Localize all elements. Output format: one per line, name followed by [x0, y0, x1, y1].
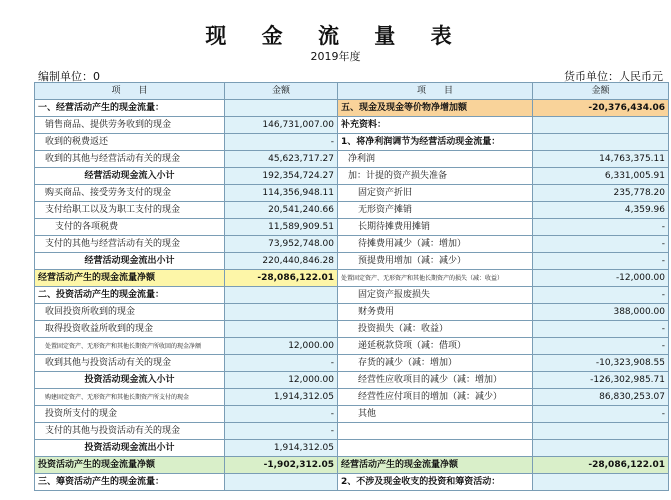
table-row [35, 151, 669, 168]
table-row [35, 321, 669, 338]
row-item-right: 长期待摊费用摊销 [338, 219, 533, 236]
row-item-left: 投资活动现金流出小计 [35, 440, 225, 457]
row-amount-left: -1,902,312.05 [225, 457, 338, 474]
row-amount-right: 86,830,253.07 [533, 389, 669, 406]
table-row [35, 134, 669, 151]
row-amount-right: -10,323,908.55 [533, 355, 669, 372]
table-row [35, 338, 669, 355]
row-item-left: 经营活动现金流出小计 [35, 253, 225, 270]
row-amount-right: 6,331,005.91 [533, 168, 669, 185]
table-row [35, 474, 669, 491]
row-amount-right: 388,000.00 [533, 304, 669, 321]
row-amount-left: - [225, 423, 338, 440]
row-item-left: 收回投资所收到的现金 [35, 304, 225, 321]
row-item-left: 支付的其他与投资活动有关的现金 [35, 423, 225, 440]
row-item-right: 净利润 [338, 151, 533, 168]
row-item-left: 收到其他与投资活动有关的现金 [35, 355, 225, 372]
row-amount-left: 220,440,846.28 [225, 253, 338, 270]
row-item-left: 销售商品、提供劳务收到的现金 [35, 117, 225, 134]
row-amount-left: 73,952,748.00 [225, 236, 338, 253]
row-amount-right [533, 117, 669, 134]
currency-unit: 货币单位：人民币元 [564, 70, 663, 83]
row-amount-right: - [533, 338, 669, 355]
row-item-left: 经营活动现金流入小计 [35, 168, 225, 185]
table-header-row [35, 83, 669, 100]
row-amount-left: 20,541,240.66 [225, 202, 338, 219]
row-item-right [338, 440, 533, 457]
row-item-right [338, 423, 533, 440]
row-item-left: 取得投资收益所收到的现金 [35, 321, 225, 338]
row-amount-left: 114,356,948.11 [225, 185, 338, 202]
row-item-right: 其他 [338, 406, 533, 423]
header-item-left: 项 目 [35, 83, 225, 100]
row-amount-right: - [533, 406, 669, 423]
row-item-right: 五、现金及现金等价物净增加额 [338, 100, 533, 117]
row-amount-left: - [225, 406, 338, 423]
row-item-right: 补充资料： [338, 117, 533, 134]
row-amount-left: 1,914,312.05 [225, 389, 338, 406]
row-item-right: 递延税款贷项（减：借项） [338, 338, 533, 355]
row-item-left: 支付的各项税费 [35, 219, 225, 236]
row-amount-right: -20,376,434.06 [533, 100, 669, 117]
row-amount-left: 45,623,717.27 [225, 151, 338, 168]
table-row [35, 219, 669, 236]
row-amount-right: - [533, 253, 669, 270]
cash-flow-table [34, 82, 669, 491]
table-row [35, 372, 669, 389]
row-amount-left [225, 474, 338, 491]
row-amount-left: -28,086,122.01 [225, 270, 338, 287]
row-item-left: 处置固定资产、无形资产和其他长期资产所收回的现金净额 [35, 338, 225, 355]
row-item-right: 处置固定资产、无形资产和其他长期资产的损失（减：收益） [338, 270, 533, 287]
table-row [35, 168, 669, 185]
row-item-right: 待摊费用减少（减：增加） [338, 236, 533, 253]
row-item-left: 经营活动产生的现金流量净额 [35, 270, 225, 287]
row-item-right: 存货的减少（减：增加） [338, 355, 533, 372]
table-row [35, 457, 669, 474]
row-amount-right: - [533, 287, 669, 304]
row-item-left: 购买商品、接受劳务支付的现金 [35, 185, 225, 202]
row-item-right: 无形资产摊销 [338, 202, 533, 219]
row-amount-right: -126,302,985.71 [533, 372, 669, 389]
row-item-left: 三、筹资活动产生的现金流量： [35, 474, 225, 491]
row-item-right: 1、将净利润调节为经营活动现金流量： [338, 134, 533, 151]
reporting-entity: 编制单位：0 [38, 70, 100, 83]
row-item-left: 投资所支付的现金 [35, 406, 225, 423]
row-item-left: 一、经营活动产生的现金流量： [35, 100, 225, 117]
row-amount-left: 12,000.00 [225, 338, 338, 355]
row-item-right: 财务费用 [338, 304, 533, 321]
row-item-right: 经营性应付项目的增加（减：减少） [338, 389, 533, 406]
header-amount-left: 金额 [225, 83, 338, 100]
row-amount-right: - [533, 321, 669, 338]
row-item-right: 固定资产折旧 [338, 185, 533, 202]
row-amount-right: 4,359.96 [533, 202, 669, 219]
row-item-right: 经营性应收项目的减少（减：增加） [338, 372, 533, 389]
table-row [35, 287, 669, 304]
table-row [35, 253, 669, 270]
row-amount-left: 192,354,724.27 [225, 168, 338, 185]
table-row [35, 355, 669, 372]
table-row [35, 270, 669, 287]
row-amount-left: 11,589,909.51 [225, 219, 338, 236]
report-title: 现 金 流 量 表 [205, 23, 466, 48]
table-row [35, 236, 669, 253]
table-row [35, 389, 669, 406]
table-row [35, 100, 669, 117]
row-item-left: 收到的税费返还 [35, 134, 225, 151]
row-amount-right [533, 134, 669, 151]
table-row [35, 304, 669, 321]
row-amount-right: 235,778.20 [533, 185, 669, 202]
row-amount-right [533, 440, 669, 457]
report-year: 2019年度 [310, 50, 361, 63]
header-amount-right: 金额 [533, 83, 669, 100]
row-amount-left [225, 100, 338, 117]
row-item-left: 投资活动产生的现金流量净额 [35, 457, 225, 474]
row-amount-right [533, 423, 669, 440]
row-amount-left: - [225, 355, 338, 372]
table-row [35, 202, 669, 219]
row-amount-left: 1,914,312.05 [225, 440, 338, 457]
row-amount-right: - [533, 219, 669, 236]
header-item-right: 项 目 [338, 83, 533, 100]
table-row [35, 423, 669, 440]
table-row [35, 185, 669, 202]
row-item-left: 收到的其他与经营活动有关的现金 [35, 151, 225, 168]
row-amount-right: -12,000.00 [533, 270, 669, 287]
row-item-right: 固定资产报废损失 [338, 287, 533, 304]
row-item-right: 经营活动产生的现金流量净额 [338, 457, 533, 474]
row-amount-left [225, 287, 338, 304]
row-amount-right: - [533, 236, 669, 253]
row-amount-right: 14,763,375.11 [533, 151, 669, 168]
row-amount-right [533, 474, 669, 491]
row-amount-left: 146,731,007.00 [225, 117, 338, 134]
row-item-right: 预提费用增加（减：减少） [338, 253, 533, 270]
row-item-left: 二、投资活动产生的现金流量： [35, 287, 225, 304]
row-item-left: 支付的其他与经营活动有关的现金 [35, 236, 225, 253]
row-amount-left: 12,000.00 [225, 372, 338, 389]
table-row [35, 406, 669, 423]
row-item-left: 投资活动现金流入小计 [35, 372, 225, 389]
table-row [35, 440, 669, 457]
row-item-left: 购建固定资产、无形资产和其他长期资产所支付的现金 [35, 389, 225, 406]
row-item-right: 投资损失（减：收益） [338, 321, 533, 338]
row-amount-right: -28,086,122.01 [533, 457, 669, 474]
table-row [35, 117, 669, 134]
row-amount-left: - [225, 134, 338, 151]
row-item-right: 2、不涉及现金收支的投资和筹资活动： [338, 474, 533, 491]
row-item-left: 支付给职工以及为职工支付的现金 [35, 202, 225, 219]
row-item-right: 加：计提的资产损失准备 [338, 168, 533, 185]
row-amount-left [225, 304, 338, 321]
row-amount-left [225, 321, 338, 338]
